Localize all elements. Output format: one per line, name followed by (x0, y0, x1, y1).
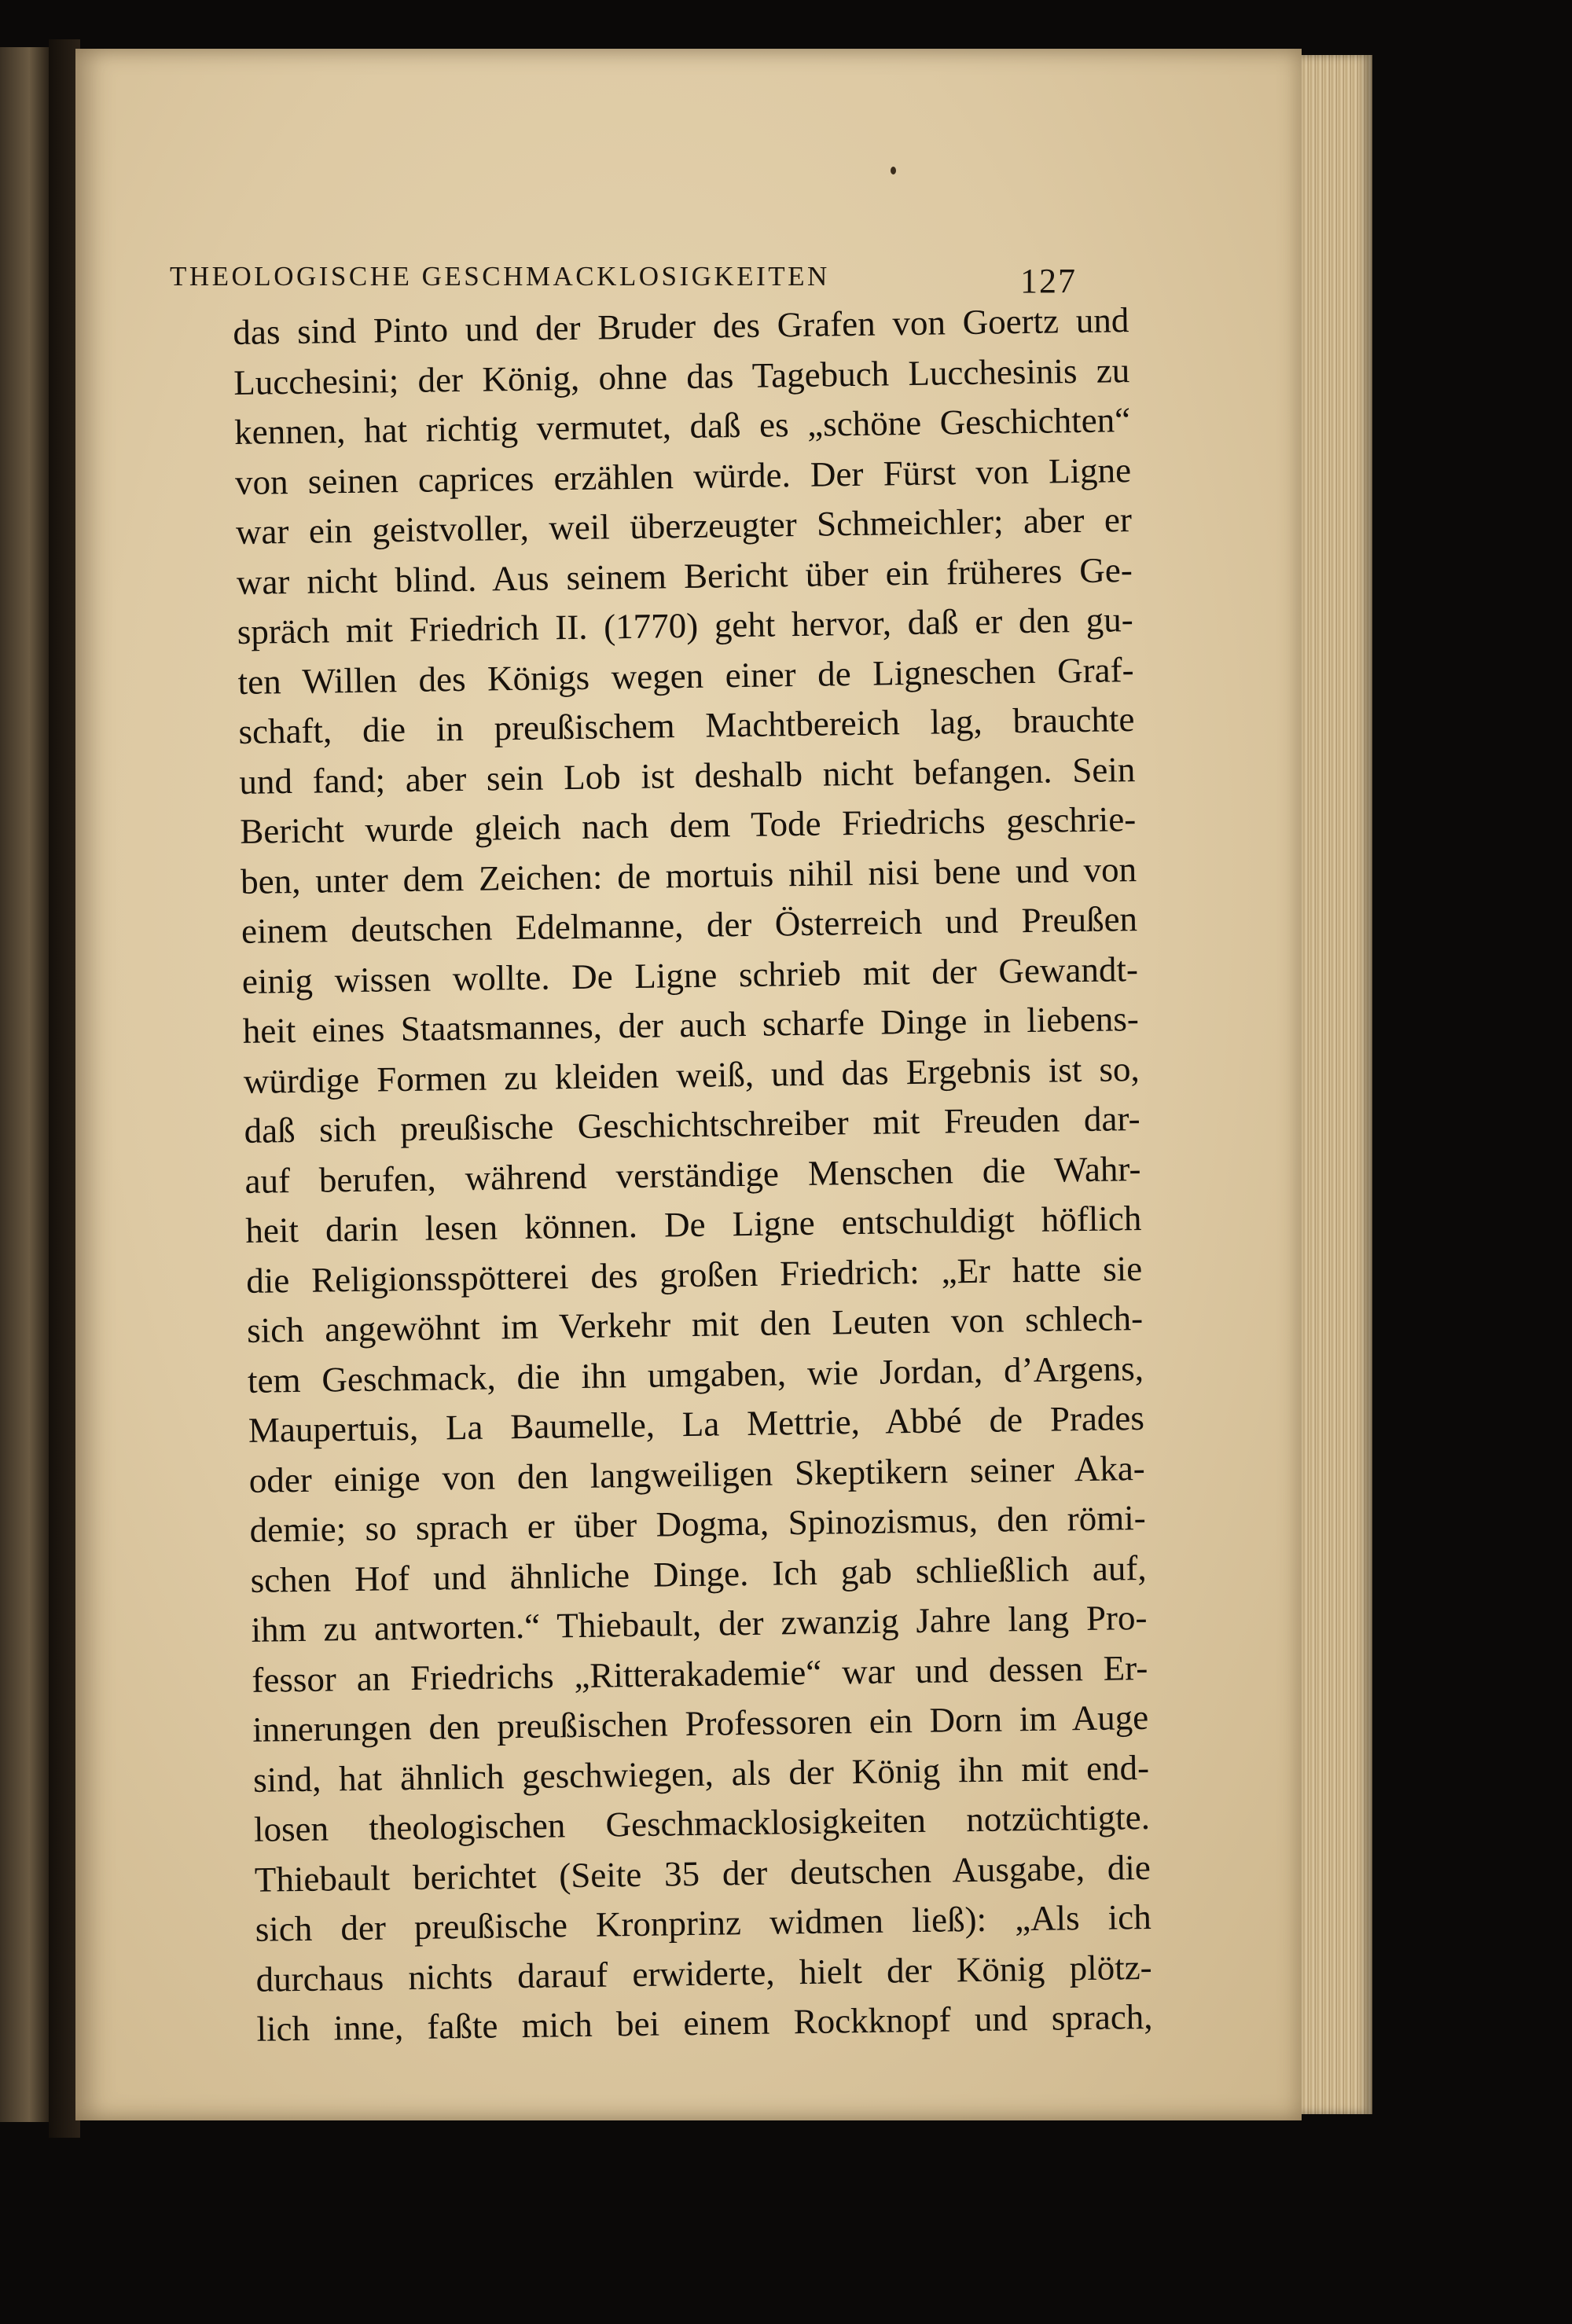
text-line: fessor an Friedrichs „Ritterakademie“ war und dessen Er- (252, 1647, 1148, 1700)
text-line: sich angewöhnt im Verkehr mit den Leuten von schlech- (246, 1298, 1144, 1350)
page-number: 127 (1020, 262, 1077, 300)
text-line: ben, unter dem Zeichen: de mortuis nihil nisi bene und von (240, 849, 1137, 901)
text-line: oder einige von den langweiligen Skeptikern seiner Aka- (248, 1448, 1146, 1500)
text-line: heit darin lesen können. De Ligne entschuldigt höflich (245, 1198, 1142, 1250)
text-line: heit eines Staatsmannes, der auch scharfe Dinge in liebens- (242, 998, 1140, 1051)
text-line: ihm zu antworten.“ Thiebault, der zwanzig Jahre lang Pro- (251, 1597, 1148, 1650)
text-line: lich inne, faßte mich bei einem Rockknopf und sprach, (256, 1996, 1153, 2049)
text-line: Lucchesini; der König, ohne das Tagebuch Lucchesinis zu (233, 350, 1130, 402)
text-line: die Religionsspötterei des großen Friedrich: „Er hatte sie (245, 1248, 1143, 1301)
text-line: demie; so sprach er über Dogma, Spinozismus, den römi- (249, 1497, 1146, 1550)
text-line: auf berufen, während verständige Menschen die Wahr- (244, 1148, 1141, 1201)
text-line: und fand; aber sein Lob ist deshalb nicht befangen. Sein (239, 749, 1136, 802)
text-line: tem Geschmack, die ihn umgaben, wie Jordan, d’Argens, (247, 1348, 1144, 1401)
text-line: Thiebault berichtet (Seite 35 der deutschen Ausgabe, die (254, 1847, 1151, 1900)
text-line: von seinen caprices erzählen würde. Der Fürst von Ligne (234, 450, 1132, 502)
text-line: daß sich preußische Geschichtschreiber mit Freuden dar- (244, 1098, 1140, 1151)
text-line: durchaus nichts darauf erwiderte, hielt der König plötz- (255, 1947, 1152, 1999)
text-line: war ein geistvoller, weil überzeugter Schmeichler; aber er (235, 500, 1133, 552)
page-block-edges (1302, 55, 1372, 2114)
text-line: war nicht blind. Aus seinem Bericht über ein früheres Ge- (236, 549, 1133, 602)
text-line: losen theologischen Geschmacklosigkeiten notzüchtigte. (253, 1797, 1151, 1849)
paper-speck (891, 167, 896, 174)
book-page (75, 49, 1302, 2120)
text-line: sind, hat ähnlich geschwiegen, als der König ihn mit end- (252, 1747, 1150, 1800)
text-line: innerungen den preußischen Professoren ein Dorn im Auge (252, 1697, 1149, 1749)
text-line: kennen, hat richtig vermutet, daß es „schöne Geschichten“ (233, 400, 1131, 452)
text-line: Maupertuis, La Baumelle, La Mettrie, Abbé de Prades (248, 1397, 1145, 1450)
text-line: das sind Pinto und der Bruder des Grafen von Goertz und (233, 300, 1129, 352)
facing-page-edge (0, 47, 49, 2122)
text-line: einem deutschen Edelmanne, der Österreich und Preußen (241, 899, 1138, 951)
text-line: spräch mit Friedrich II. (1770) geht hervor, daß er den gu- (237, 600, 1133, 652)
text-line: sich der preußische Kronprinz widmen ließ): „Als ich (255, 1896, 1152, 1949)
text-line: Bericht wurde gleich nach dem Tode Friedrichs geschrie- (239, 799, 1137, 851)
text-line: einig wissen wollte. De Ligne schrieb mit der Gewandt- (241, 949, 1139, 1001)
body-text (233, 296, 1153, 2054)
running-head-title: THEOLOGISCHE GESCHMACKLOSIGKEITEN (170, 261, 830, 292)
text-line: würdige Formen zu kleiden weiß, und das Ergebnis ist so, (243, 1048, 1140, 1101)
text-line: schen Hof und ähnliche Dinge. Ich gab schließlich auf, (250, 1547, 1147, 1600)
text-line: schaft, die in preußischem Machtbereich lag, brauchte (238, 699, 1135, 751)
text-line: ten Willen des Königs wegen einer de Ligneschen Graf- (237, 649, 1134, 702)
